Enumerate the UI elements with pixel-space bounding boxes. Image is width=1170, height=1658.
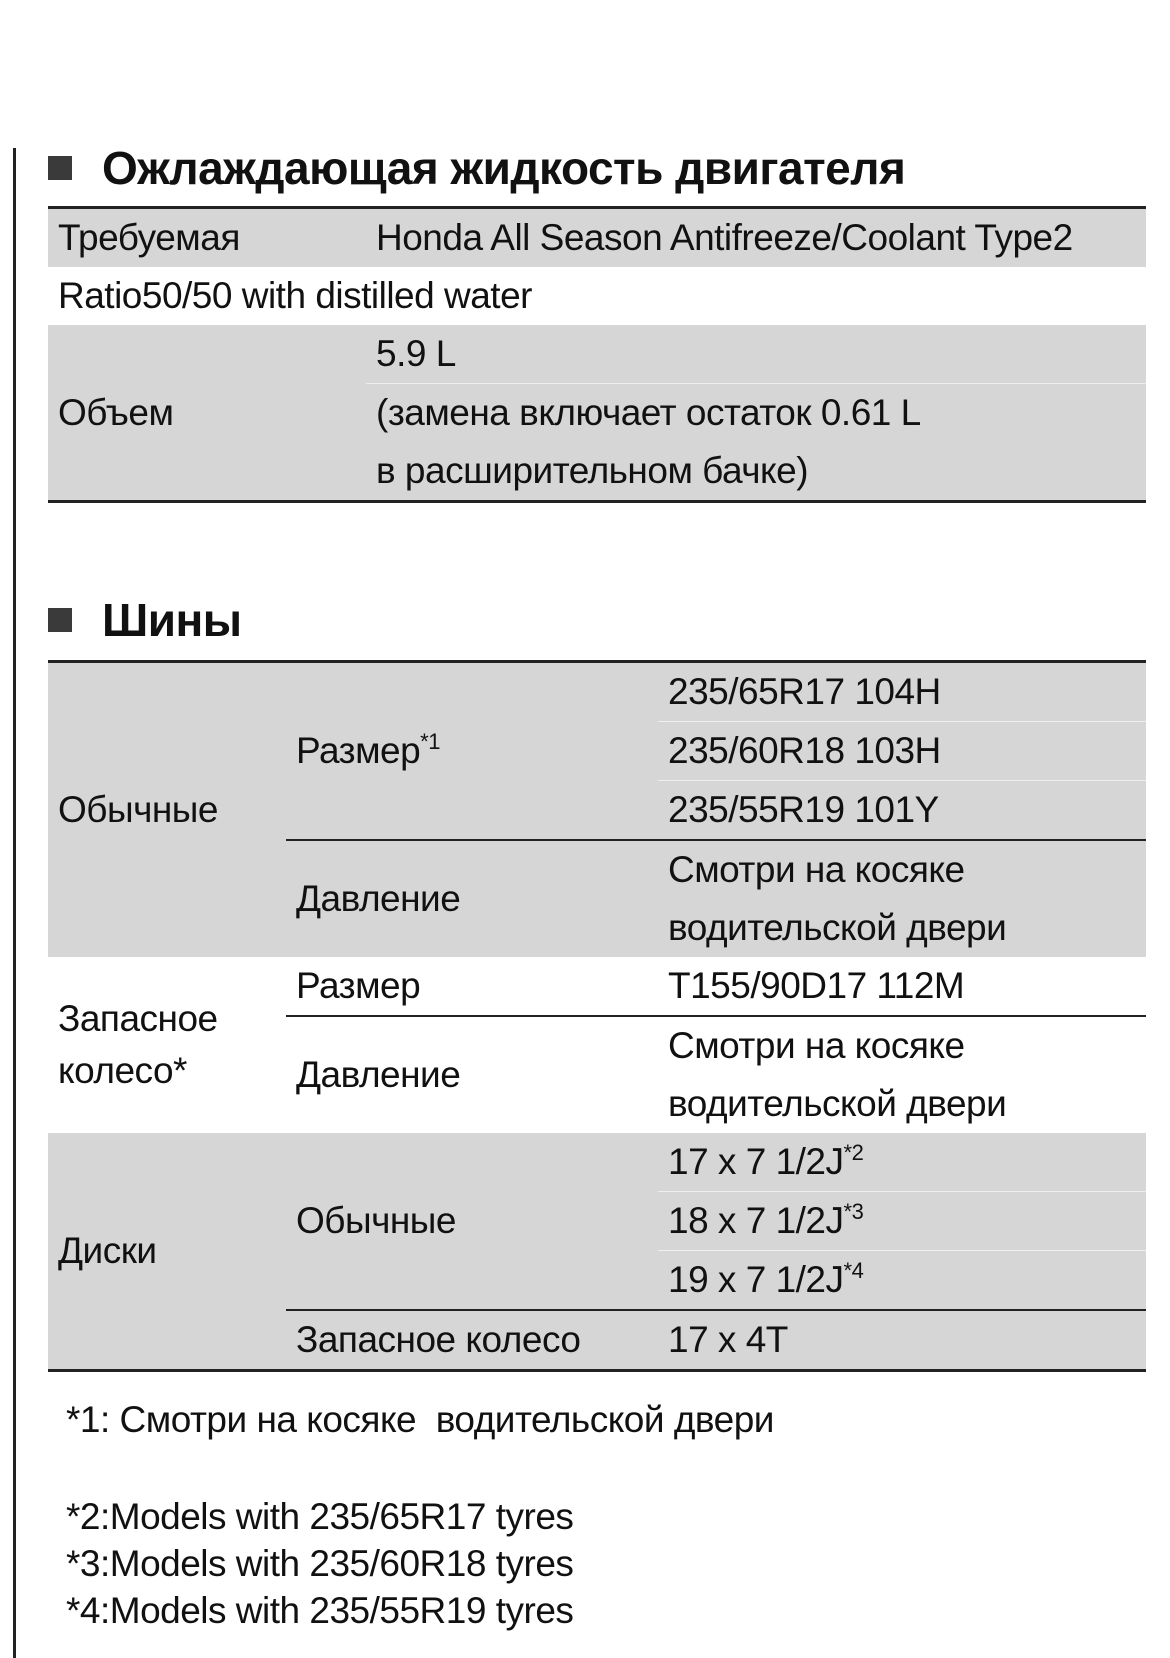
spare-size-value: T155/90D17 112M [658,957,1146,1016]
ratio-text: Ratio50/50 with distilled water [58,275,532,316]
rim-size-1-value: 17 x 7 1/2J [668,1141,844,1182]
coolant-table [48,206,1146,503]
required-label: Требуемая [58,217,240,258]
page-margin-rule [13,148,16,1658]
footnote-2: *2:Models with 235/65R17 tyres [66,1496,574,1537]
tire-size-3: 235/55R19 101Y [658,781,1146,841]
section-square-icon [48,156,72,180]
tire-size-1: 235/65R17 104H [668,671,941,712]
rim-size-2 [658,1192,1146,1251]
section-square-icon [48,608,72,632]
spare-size-row [48,957,1146,1016]
volume-note-1: (замена включает остаток 0.61 L [376,392,921,433]
tire-size-2: 235/60R18 103H [668,730,941,771]
coolant-volume-row [48,325,1146,384]
rim-size-3 [658,1251,1146,1311]
tires-title: Шины [102,594,242,646]
rims-label: Диски [48,1133,286,1371]
rim-size-2-mark: *3 [843,1199,864,1224]
size-label: Размер [296,730,421,771]
spare-label-1: Запасное [58,998,218,1039]
footnotes-models [66,1493,573,1634]
tires-heading [48,590,1146,650]
rims-row-1 [48,1133,1146,1192]
tires-section [48,590,1146,1372]
volume-note-2: в расширительном бачке) [376,450,809,491]
coolant-title: Ожлаждающая жидкость двигателя [102,142,906,194]
coolant-section [48,138,1146,503]
coolant-ratio-row [48,267,1146,325]
footnote-1 [66,1396,774,1443]
spare-pressure-value-2: водительской двери [668,1083,1007,1124]
size-label-cell [286,662,658,841]
size-footnote-mark: *1 [420,729,440,754]
rim-size-1-mark: *2 [843,1140,864,1165]
footnote-4: *4:Models with 235/55R19 tyres [66,1590,574,1631]
regular-label: Обычные [58,789,218,830]
volume-label: Объем [48,325,366,502]
pressure-value-1: Смотри на косяке [668,849,965,890]
rims-regular-label: Обычные [286,1133,658,1310]
regular-size-row-1 [48,662,1146,722]
spare-label-2: колесо* [58,1050,187,1091]
volume-value: 5.9 L [376,333,456,374]
footnote-3: *3:Models with 235/60R18 tyres [66,1543,574,1584]
footnote-1-text: Смотри на косяке водительской двери [119,1399,774,1440]
rims-spare-value: 17 x 4T [668,1319,788,1360]
spare-label-cell [48,957,286,1133]
coolant-required-row [48,208,1146,268]
rim-size-3-mark: *4 [843,1258,864,1283]
footnote-1-mark: *1: [66,1399,110,1440]
spare-pressure-label: Давление [296,1054,461,1095]
rim-size-3-value: 19 x 7 1/2J [668,1259,844,1300]
spare-pressure-value-1: Смотри на косяке [668,1025,965,1066]
coolant-heading [48,138,1146,198]
rims-spare-label: Запасное колесо [296,1319,581,1360]
rim-size-2-value: 18 x 7 1/2J [668,1200,844,1241]
tires-table [48,660,1146,1372]
required-value: Honda All Season Antifreeze/Coolant Type2 [376,217,1073,258]
pressure-value-2: водительской двери [668,907,1007,948]
pressure-label: Давление [296,878,461,919]
spare-size-label: Размер [286,957,658,1016]
rim-size-1 [658,1133,1146,1192]
